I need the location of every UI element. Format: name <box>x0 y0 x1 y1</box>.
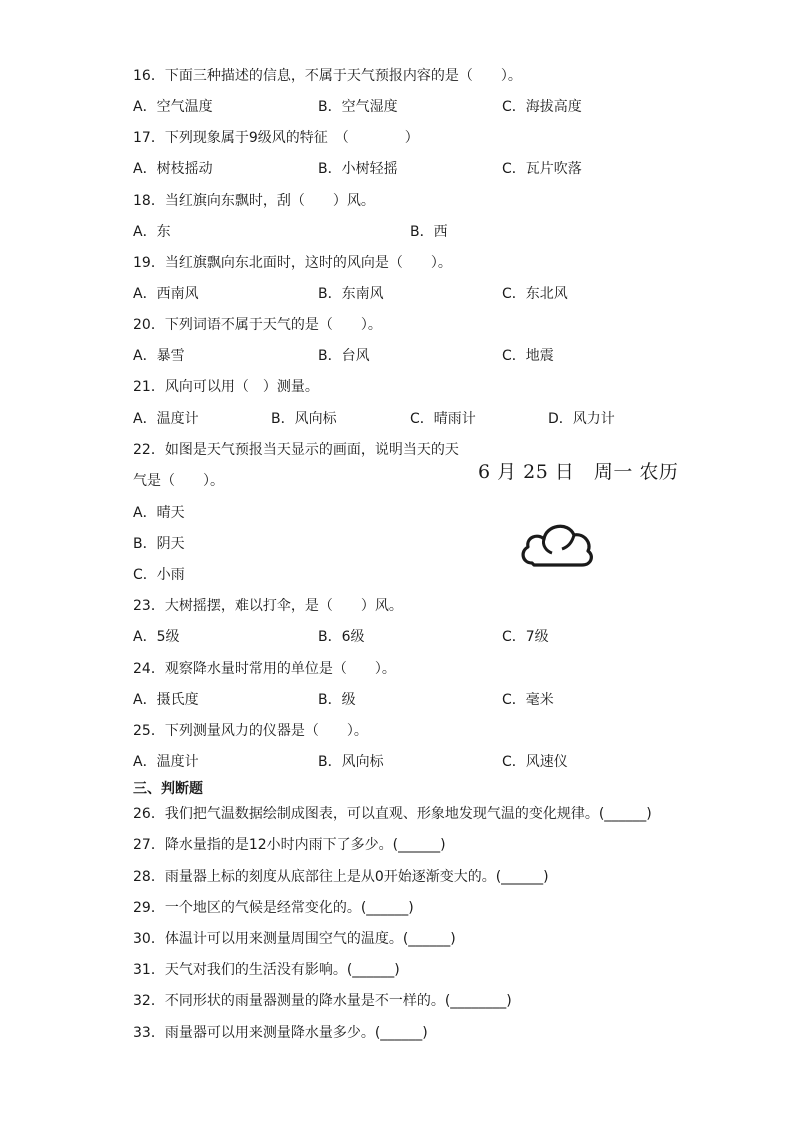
question-17-stem: 17．下列现象属于9级风的特征 （ ） <box>133 130 419 146</box>
question-21-option-b: B．风向标 <box>271 411 337 427</box>
weather-forecast-date: 6 月 25 日 周一 农历 <box>478 461 679 483</box>
question-16-option-a: A．空气温度 <box>133 99 213 115</box>
judgment-27: 27．降水量指的是12小时内雨下了多少。(______) <box>133 837 446 853</box>
question-16-option-c: C．海拔高度 <box>502 99 582 115</box>
judgment-28: 28．雨量器上标的刻度从底部往上是从0开始逐渐变大的。(______) <box>133 869 549 885</box>
question-23-stem: 23．大树摇摆，难以打伞，是（ ）风。 <box>133 598 403 614</box>
question-17-option-b: B．小树轻摇 <box>318 161 398 177</box>
question-22-option-a: A．晴天 <box>133 505 185 521</box>
judgment-32: 32．不同形状的雨量器测量的降水量是不一样的。(________) <box>133 993 512 1009</box>
question-23-option-c: C．7级 <box>502 629 549 645</box>
question-24-stem: 24．观察降水量时常用的单位是（ ）。 <box>133 661 396 677</box>
question-20-option-c: C．地震 <box>502 348 554 364</box>
question-18-stem: 18．当红旗向东飘时，刮（ ）风。 <box>133 193 375 209</box>
question-21-stem: 21．风向可以用（ ）测量。 <box>133 379 319 395</box>
section-title: 三、判断题 <box>133 781 203 797</box>
question-18-option-b: B．西 <box>410 224 448 240</box>
question-25-stem: 25．下列测量风力的仪器是（ ）。 <box>133 723 368 739</box>
judgment-29: 29．一个地区的气候是经常变化的。(______) <box>133 900 414 916</box>
question-24-option-c: C．毫米 <box>502 692 554 708</box>
question-21-option-d: D．风力计 <box>548 411 615 427</box>
question-22-stem-line1: 22．如图是天气预报当天显示的画面，说明当天的天 <box>133 442 459 458</box>
cloud-icon <box>518 515 594 571</box>
question-20-option-a: A．暴雪 <box>133 348 185 364</box>
question-25-option-c: C．风速仪 <box>502 754 568 770</box>
question-21-option-a: A．温度计 <box>133 411 199 427</box>
question-25-option-a: A．温度计 <box>133 754 199 770</box>
judgment-26: 26．我们把气温数据绘制成图表，可以直观、形象地发现气温的变化规律。(______) <box>133 806 652 822</box>
question-17-option-a: A．树枝摇动 <box>133 161 213 177</box>
question-24-option-a: A．摄氏度 <box>133 692 199 708</box>
judgment-31: 31．天气对我们的生活没有影响。(______) <box>133 962 400 978</box>
question-22-stem-line2: 气是（ ）。 <box>133 473 224 489</box>
question-23-option-b: B．6级 <box>318 629 365 645</box>
question-22-option-c: C．小雨 <box>133 567 185 583</box>
question-18-option-a: A．东 <box>133 224 171 240</box>
question-20-stem: 20．下列词语不属于天气的是（ ）。 <box>133 317 382 333</box>
judgment-33: 33．雨量器可以用来测量降水量多少。(______) <box>133 1025 428 1041</box>
question-19-option-b: B．东南风 <box>318 286 384 302</box>
question-22-option-b: B．阴天 <box>133 536 185 552</box>
question-16-option-b: B．空气湿度 <box>318 99 398 115</box>
question-24-option-b: B．级 <box>318 692 356 708</box>
question-25-option-b: B．风向标 <box>318 754 384 770</box>
question-21-option-c: C．晴雨计 <box>410 411 476 427</box>
judgment-30: 30．体温计可以用来测量周围空气的温度。(______) <box>133 931 456 947</box>
question-19-option-c: C．东北风 <box>502 286 568 302</box>
question-19-stem: 19．当红旗飘向东北面时，这时的风向是（ ）。 <box>133 255 452 271</box>
question-23-option-a: A．5级 <box>133 629 180 645</box>
question-19-option-a: A．西南风 <box>133 286 199 302</box>
question-16-stem: 16．下面三种描述的信息，不属于天气预报内容的是（ ）。 <box>133 68 522 84</box>
question-17-option-c: C．瓦片吹落 <box>502 161 582 177</box>
question-20-option-b: B．台风 <box>318 348 370 364</box>
